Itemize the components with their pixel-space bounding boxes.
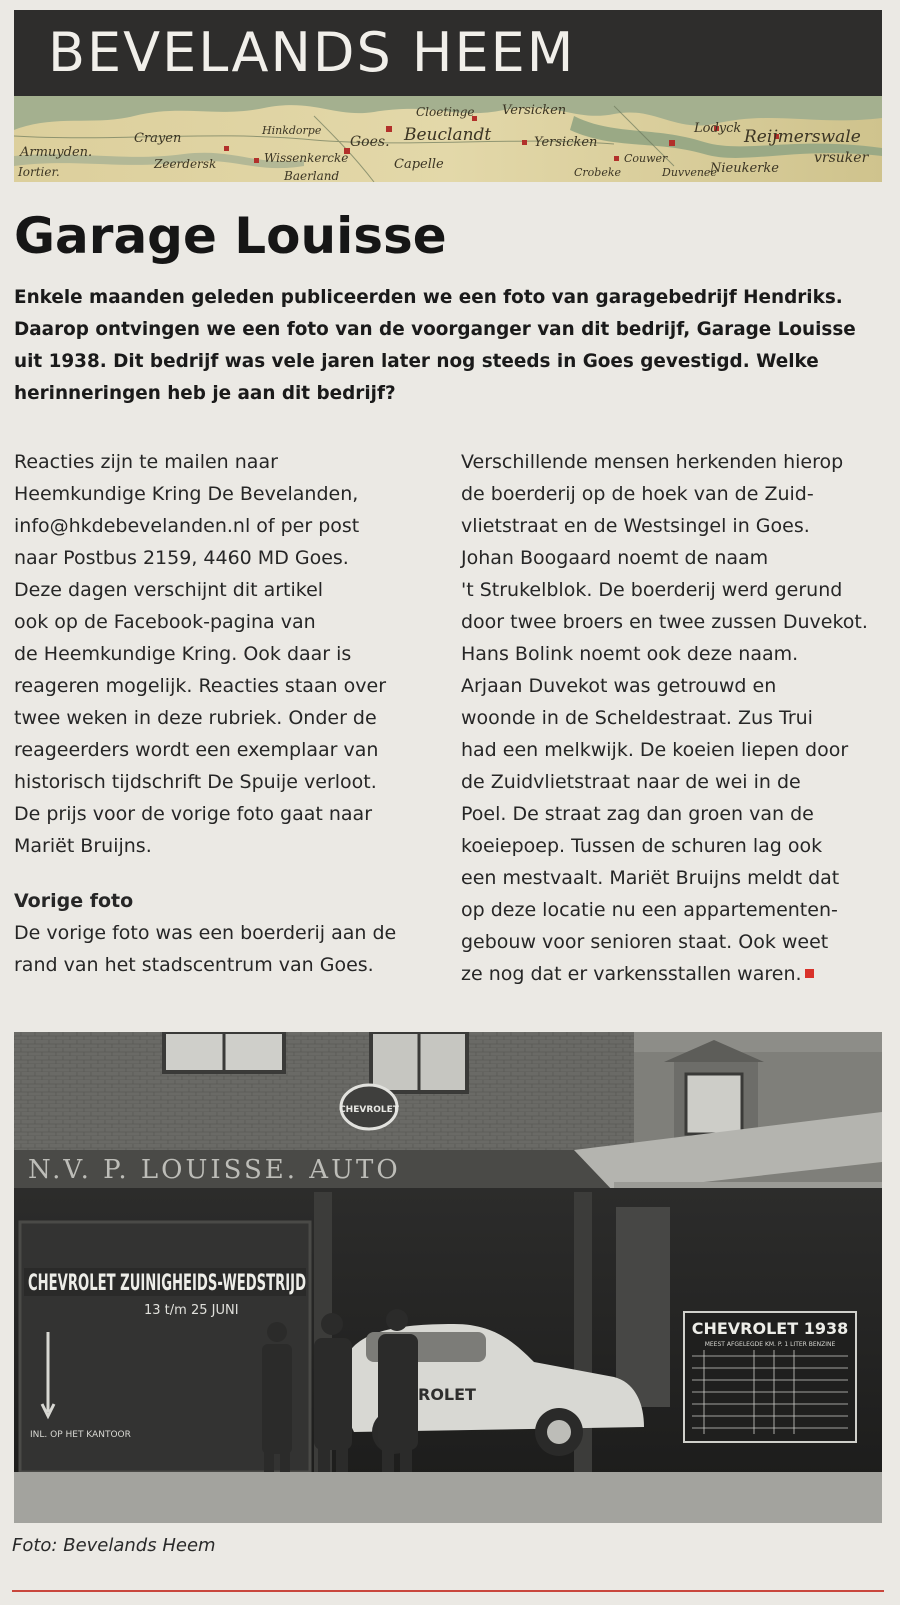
garage-photo bbox=[14, 1032, 882, 1523]
round-sign-text: CHEVROLET bbox=[339, 1105, 399, 1115]
body-line: naar Postbus 2159, 4460 MD Goes. bbox=[14, 547, 349, 569]
body-line: koeiepoep. Tussen de schuren lag ook bbox=[461, 835, 823, 857]
body-line: woonde in de Scheldestraat. Zus Trui bbox=[461, 707, 813, 729]
body-line: gebouw voor senioren staat. Ook weet bbox=[461, 931, 829, 953]
bottom-rule bbox=[12, 1590, 884, 1592]
body-line: door twee broers en twee zussen Duvekot. bbox=[461, 611, 868, 633]
photo-caption: Foto: Bevelands Heem bbox=[12, 1535, 216, 1556]
body-line: 't Strukelblok. De boerderij werd gerund bbox=[461, 579, 843, 601]
window-date: 13 t/m 25 JUNI bbox=[144, 1303, 239, 1318]
map-label: Baerland bbox=[284, 169, 340, 182]
map-label: Wissenkercke bbox=[264, 151, 349, 165]
body-line: Poel. De straat zag dan groen van de bbox=[461, 803, 814, 825]
body-line: reageerders wordt een exemplaar van bbox=[14, 739, 379, 761]
window-note: INL. OP HET KANTOOR bbox=[30, 1430, 131, 1440]
historic-photo bbox=[14, 1032, 882, 1523]
body-line: vlietstraat en de Westsingel in Goes. bbox=[461, 515, 810, 537]
map-label: Iortier. bbox=[18, 165, 60, 179]
article-headline: Garage Louisse bbox=[14, 207, 447, 265]
map-label: Armuyden. bbox=[20, 145, 93, 160]
body-line: twee weken in deze rubriek. Onder de bbox=[14, 707, 377, 729]
body-line: de boerderij op de hoek van de Zuid- bbox=[461, 483, 814, 505]
map-label: Nieukerke bbox=[710, 161, 779, 176]
masthead bbox=[14, 10, 882, 96]
map-label: Zeerdersk bbox=[154, 157, 217, 171]
map-label: Crobeke bbox=[574, 166, 622, 179]
body-line: rand van het stadscentrum van Goes. bbox=[14, 954, 374, 976]
map-label: Yersicken bbox=[534, 135, 598, 150]
map-label: Hinkdorpe bbox=[262, 124, 322, 137]
map-illustration bbox=[14, 96, 882, 182]
body-line: Mariët Bruijns. bbox=[14, 835, 152, 857]
body-line: Arjaan Duvekot was getrouwd en bbox=[461, 675, 777, 697]
map-label: Versicken bbox=[502, 103, 567, 118]
body-line: de Heemkundige Kring. Ook daar is bbox=[14, 643, 352, 665]
masthead-title: BEVELANDS HEEM bbox=[48, 21, 576, 84]
body-line: Johan Boogaard noemt de naam bbox=[461, 547, 769, 569]
article-left-column bbox=[14, 446, 454, 981]
map-label: Lodyck bbox=[694, 121, 742, 136]
map-label: Cloetinge bbox=[416, 105, 475, 119]
body-line: De prijs voor de vorige foto gaat naar bbox=[14, 803, 373, 825]
body-line: op deze locatie nu een appartementen- bbox=[461, 899, 838, 921]
body-line: Reacties zijn te mailen naar bbox=[14, 451, 278, 473]
map-label: Reijmerswale bbox=[744, 127, 861, 147]
body-line-final bbox=[461, 958, 891, 990]
article-right-column bbox=[461, 446, 891, 990]
body-line: had een melkwijk. De koeien liepen door bbox=[461, 739, 849, 761]
body-line: ook op de Facebook-pagina van bbox=[14, 611, 316, 633]
map-label: Beuclandt bbox=[404, 125, 492, 145]
body-line: De vorige foto was een boerderij aan de bbox=[14, 922, 397, 944]
window-sign: CHEVROLET ZUINIGHEIDS-WEDSTRIJD bbox=[28, 1271, 306, 1296]
subheading: Vorige foto bbox=[14, 890, 134, 912]
body-line: historisch tijdschrift De Spuije verloot. bbox=[14, 771, 377, 793]
body-line: reageren mogelijk. Reacties staan over bbox=[14, 675, 387, 697]
map-label: Goes. bbox=[350, 134, 390, 150]
car-lettering: ROLET bbox=[418, 1385, 476, 1404]
body-line: Verschillende mensen herkenden hierop bbox=[461, 451, 844, 473]
facade-sign: N.V. P. LOUISSE. AUTO bbox=[28, 1155, 401, 1185]
email-link: info@hkdebevelanden.nl of per post bbox=[14, 515, 360, 537]
map-label: Crayen bbox=[134, 131, 182, 146]
map-label: Capelle bbox=[394, 157, 444, 172]
body-line: Heemkundige Kring De Bevelanden, bbox=[14, 483, 359, 505]
map-label: Couwer bbox=[624, 152, 668, 165]
masthead-map bbox=[14, 96, 882, 182]
body-line: Deze dagen verschijnt dit artikel bbox=[14, 579, 324, 601]
body-line: de Zuidvlietstraat naar de wei in de bbox=[461, 771, 801, 793]
body-line: ze nog dat er varkensstallen waren. bbox=[461, 963, 802, 985]
end-mark-icon bbox=[805, 969, 814, 978]
article-lead: Enkele maanden geleden publiceerden we een foto van garagebedrijf Hendriks. Daarop ontvingen we een foto van de voorganger van dit bedrijf, Garage Louisse uit 1938. Dit bedrijf was vele jaren later nog steeds in Goes gevestigd. Welke herinneringen heb je aan dit bedrijf? bbox=[14, 287, 856, 404]
board-title: CHEVROLET 1938 bbox=[691, 1319, 849, 1338]
map-label: vrsuker bbox=[814, 150, 869, 166]
board-subtitle: MEEST AFGELEGDE KM. P. 1 LITER BENZINE bbox=[704, 1341, 836, 1348]
map-label: Duvvenee bbox=[662, 166, 717, 179]
body-line: een mestvaalt. Mariët Bruijns meldt dat bbox=[461, 867, 840, 889]
body-line: Hans Bolink noemt ook deze naam. bbox=[461, 643, 799, 665]
